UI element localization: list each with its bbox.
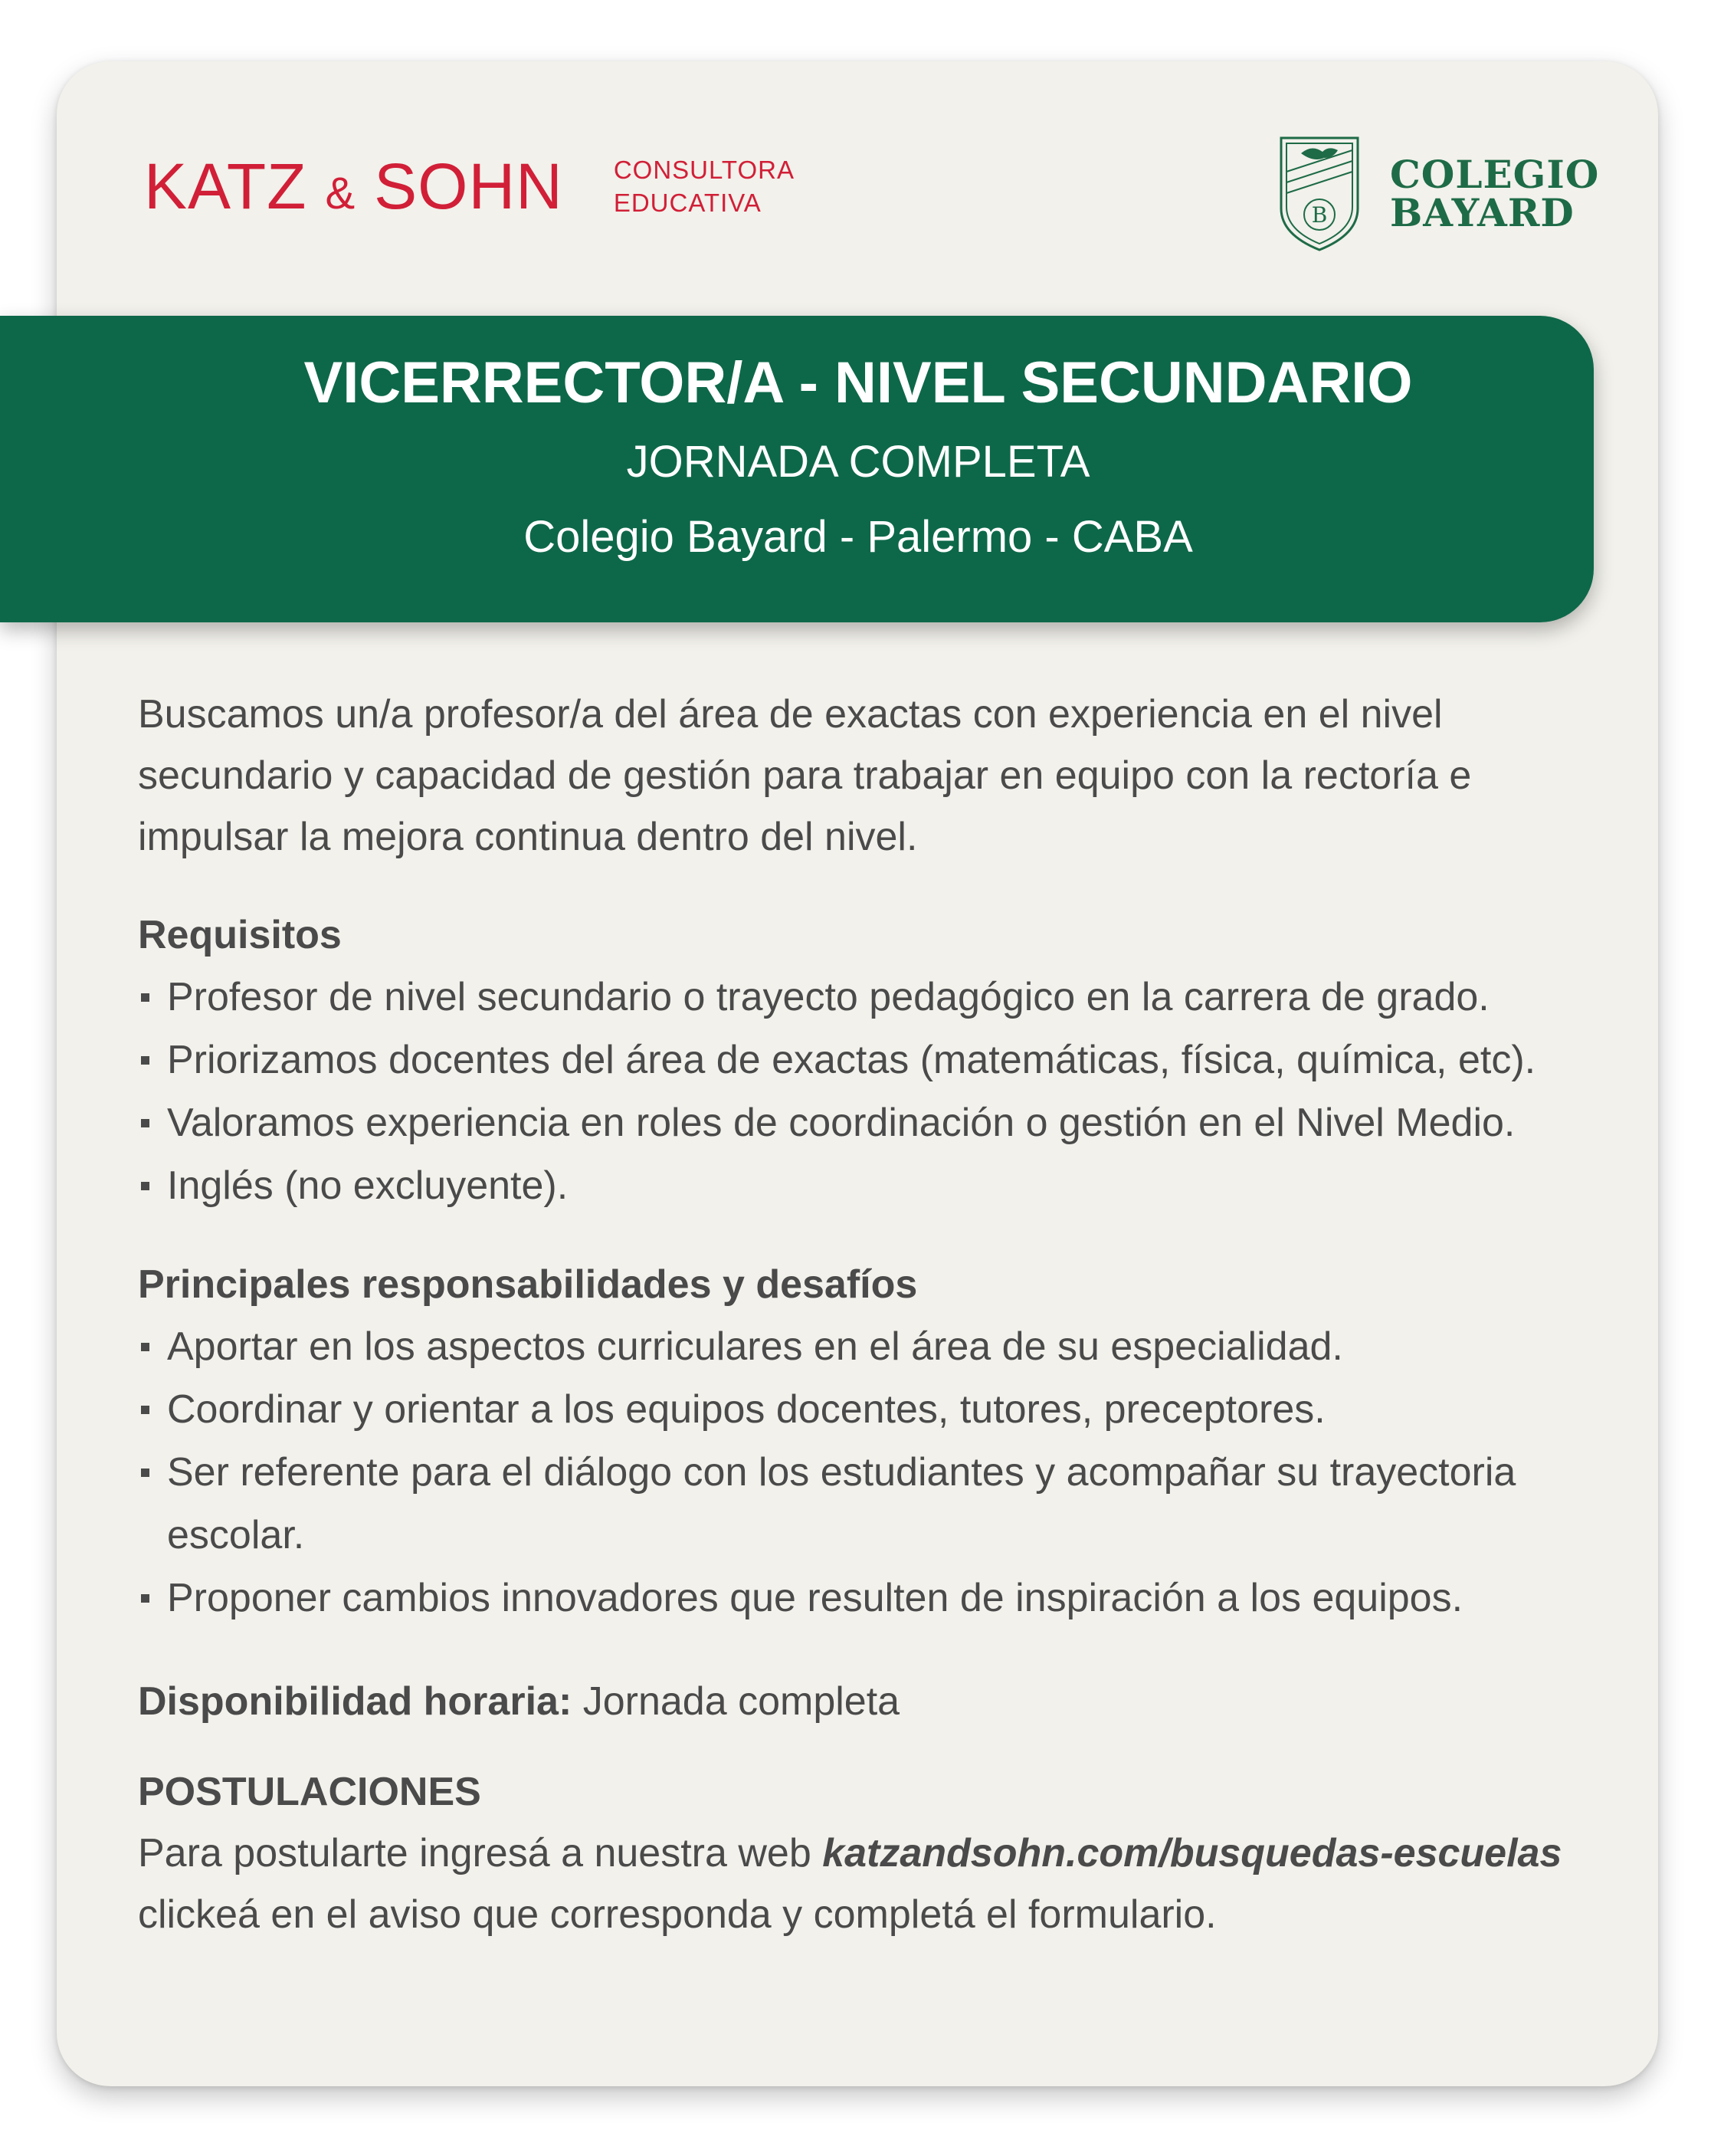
job-title-banner bbox=[0, 316, 1594, 622]
list-item: Coordinar y orientar a los equipos docentes, tutores, preceptores. bbox=[138, 1378, 1609, 1441]
job-title: VICERRECTOR/A - NIVEL SECUNDARIO bbox=[303, 350, 1413, 415]
availability-label: Disponibilidad horaria: bbox=[138, 1679, 572, 1724]
colegio-bayard-wordmark: COLEGIO BAYARD bbox=[1390, 152, 1600, 235]
requirements-list bbox=[138, 966, 1609, 1217]
list-item: Inglés (no excluyente). bbox=[138, 1154, 1609, 1217]
job-schedule: JORNADA COMPLETA bbox=[626, 437, 1090, 487]
availability-value: Jornada completa bbox=[572, 1679, 900, 1724]
list-item: Aportar en los aspectos curriculares en el área de su especialidad. bbox=[138, 1315, 1609, 1378]
svg-text:B: B bbox=[1311, 202, 1328, 228]
bayard-crest-icon bbox=[1278, 135, 1361, 253]
application-link[interactable]: katzandsohn.com/busquedas-escuelas bbox=[822, 1831, 1562, 1875]
list-item: Valoramos experiencia en roles de coordinación o gestión en el Nivel Medio. bbox=[138, 1091, 1609, 1154]
responsibilities-heading: Principales responsabilidades y desafíos bbox=[138, 1262, 918, 1307]
katz-sohn-logo bbox=[144, 150, 795, 222]
list-item: Proponer cambios innovadores que resulten de inspiración a los equipos. bbox=[138, 1567, 1609, 1629]
applications-heading: POSTULACIONES bbox=[138, 1770, 481, 1814]
intro-paragraph: Buscamos un/a profesor/a del área de exactas con experiencia en el nivel secundario y capacidad de gestión para trabajar en equipo con la rectoría e impulsar la mejora continua dentro del nivel. bbox=[138, 692, 1472, 859]
list-item: Priorizamos docentes del área de exactas (matemáticas, física, química, etc). bbox=[138, 1029, 1609, 1091]
job-location: Colegio Bayard - Palermo - CABA bbox=[523, 512, 1193, 562]
colegio-bayard-logo bbox=[1278, 135, 1599, 253]
responsibilities-list bbox=[138, 1315, 1609, 1629]
applications-text: Para postularte ingresá a nuestra web katzandsohn.com/busquedas-escuelas clickeá en el aviso que corresponda y completá el formulario. bbox=[138, 1831, 1562, 1937]
list-item: Ser referente para el diálogo con los estudiantes y acompañar su trayectoria escolar. bbox=[138, 1441, 1609, 1567]
katz-sohn-subtitle: CONSULTORA EDUCATIVA bbox=[613, 156, 795, 217]
katz-sohn-wordmark: KATZ & SOHN bbox=[144, 150, 563, 222]
list-item: Profesor de nivel secundario o trayecto pedagógico en la carrera de grado. bbox=[138, 966, 1609, 1029]
job-description bbox=[138, 684, 1609, 1945]
availability bbox=[138, 1671, 1609, 1732]
requirements-heading: Requisitos bbox=[138, 913, 342, 957]
